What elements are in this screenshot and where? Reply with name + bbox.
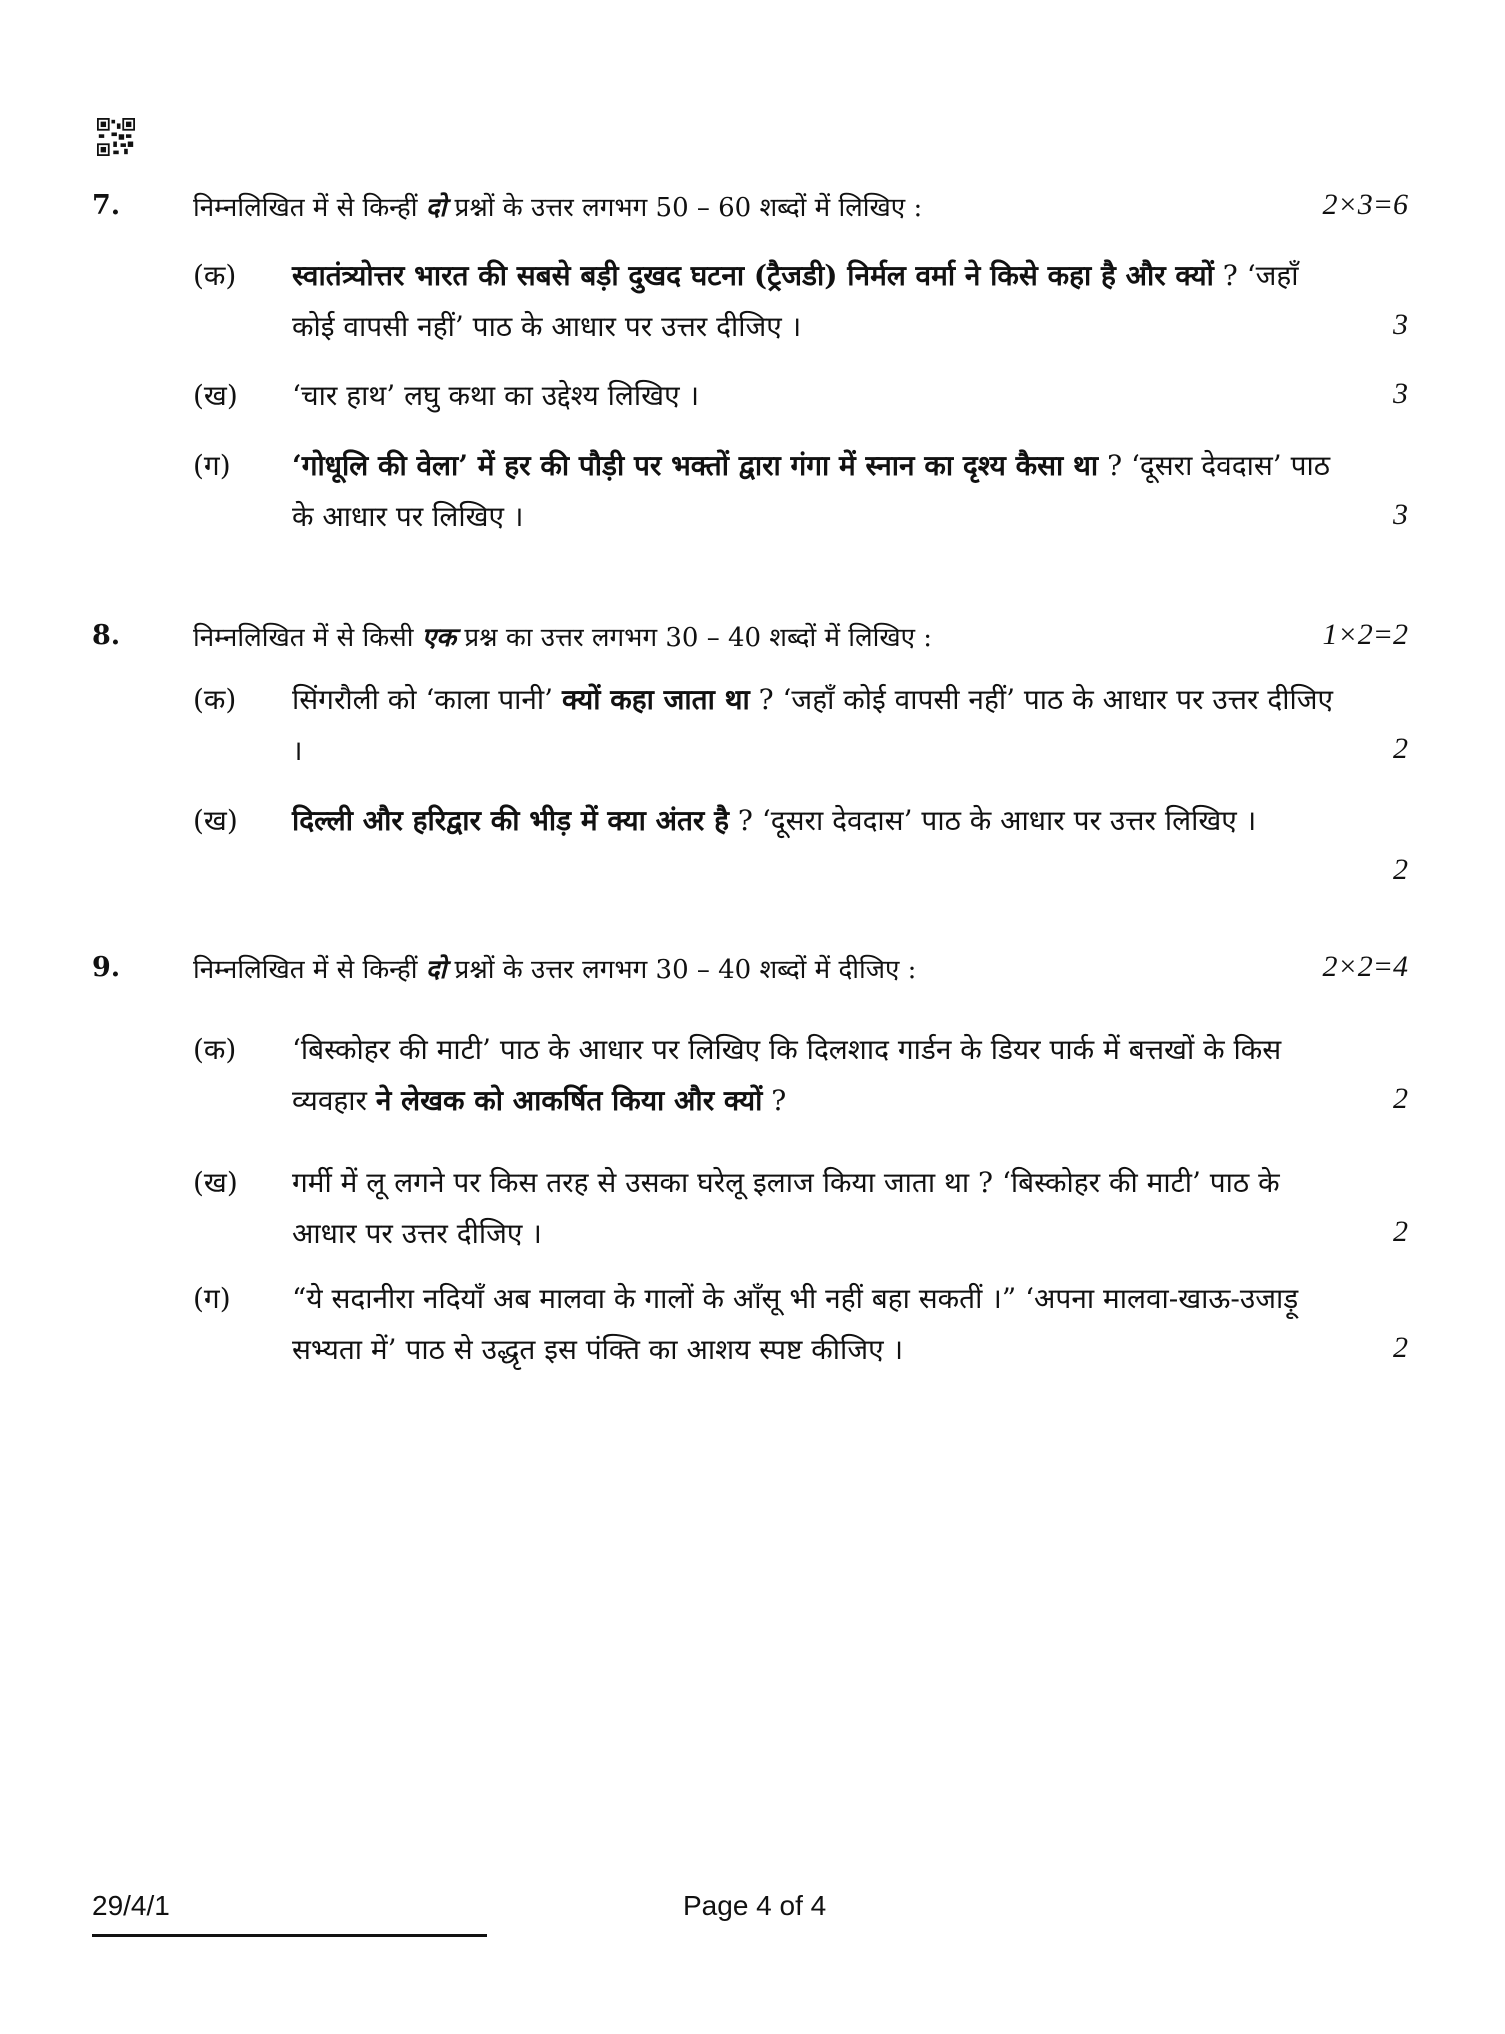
instruction-emphasis: एक [421,623,457,653]
part-bold-text: क्यों कहा जाता था [561,683,750,716]
part-label: (क) [193,259,237,292]
part-text [292,440,1337,542]
question-marks: 1×2=2 [1322,618,1408,651]
instruction-text: प्रश्नों के उत्तर लगभग 50 – 60 शब्दों में लिखिए : [446,193,923,223]
part-plain-text: ? ‘जहाँ कोई वापसी नहीं’ पाठ के आधार पर उत्तर दीजिए । [292,259,1299,343]
part-label: (ख) [193,804,238,837]
question-instruction [193,950,1253,986]
part-text [292,795,1337,846]
part-label: (ख) [193,379,238,412]
part-label: (ग) [193,449,231,482]
page-number: Page 4 of 4 [683,1890,827,1921]
part-mark: 3 [1393,377,1408,410]
part-text [292,674,1337,776]
instruction-emphasis: दो [425,193,447,223]
part-mark: 2 [1393,732,1408,765]
question-instruction [193,188,1253,224]
part-label: (क) [193,1033,237,1066]
question-number: 7. [92,190,121,221]
part-plain-text: ? ‘दूसरा देवदास’ पाठ के आधार पर लिखिए । [292,449,1330,533]
part-text [292,1024,1337,1126]
part-plain-text: गर्मी में लू लगने पर किस तरह से उसका घरेलू इलाज किया जाता था ? ‘बिस्कोहर की माटी’ पाठ के आधार पर उत्तर दीजिए । [292,1166,1280,1250]
part-plain-text: ? ‘जहाँ कोई वापसी नहीं’ पाठ के आधार पर उत्तर दीजिए । [292,683,1334,767]
part-plain-text: ‘चार हाथ’ लघु कथा का उद्देश्य लिखिए । [292,379,700,412]
instruction-text: प्रश्न का उत्तर लगभग 30 – 40 शब्दों में लिखिए : [456,623,933,653]
part-bold-text: ‘गोधूलि की वेला’ में हर की पौड़ी पर भक्तों द्वारा गंगा में स्नान का दृश्य कैसा था [292,449,1099,482]
question-number: 9. [92,952,121,983]
part-label: (ग) [193,1282,231,1315]
paper-code: 29/4/1 [92,1890,170,1921]
part-text [292,250,1337,352]
instruction-text: निम्नलिखित में से किन्हीं [193,193,426,223]
part-plain-text: ? ‘दूसरा देवदास’ पाठ के आधार पर उत्तर लिखिए । [729,804,1257,837]
footer-divider [92,1934,487,1937]
qr-code-icon [97,118,135,156]
part-mark: 3 [1393,308,1408,341]
part-plain-text: सिंगरौली को ‘काला पानी’ [292,683,562,716]
question-number: 8. [92,620,121,651]
part-mark: 2 [1393,1082,1408,1115]
part-mark: 2 [1393,853,1408,886]
part-plain-text: ? [762,1084,787,1117]
part-plain-text: “ये सदानीरा नदियाँ अब मालवा के गालों के आँसू भी नहीं बहा सकतीं ।” ‘अपना मालवा-खाऊ-उजाड़ू सभ्यता में’ पाठ से उद्धृत इस पंक्ति का आशय स्पष्ट कीजिए । [292,1282,1299,1366]
question-marks: 2×3=6 [1322,188,1408,221]
part-bold-text: ने लेखक को आकर्षित किया और क्यों [375,1084,763,1117]
part-mark: 3 [1393,498,1408,531]
part-label: (क) [193,683,237,716]
instruction-emphasis: दो [425,955,447,985]
question-marks: 2×2=4 [1322,950,1408,983]
part-bold-text: दिल्ली और हरिद्वार की भीड़ में क्या अंतर है [292,804,730,837]
part-text [292,370,1337,421]
instruction-text: प्रश्नों के उत्तर लगभग 30 – 40 शब्दों में दीजिए : [446,955,917,985]
part-bold-text: स्वातंत्र्योत्तर भारत की सबसे बड़ी दुखद घटना (ट्रैजडी) निर्मल वर्मा ने किसे कहा है और क्यों [292,259,1214,292]
part-mark: 2 [1393,1331,1408,1364]
part-text [292,1157,1337,1259]
part-text [292,1273,1337,1375]
question-instruction [193,618,1253,654]
part-label: (ख) [193,1166,238,1199]
part-plain-text: ‘बिस्कोहर की माटी’ पाठ के आधार पर लिखिए कि दिलशाद गार्डन के डियर पार्क में बत्तखों के किस व्यवहार [292,1033,1282,1117]
instruction-text: निम्नलिखित में से किसी [193,623,422,653]
instruction-text: निम्नलिखित में से किन्हीं [193,955,426,985]
part-mark: 2 [1393,1215,1408,1248]
